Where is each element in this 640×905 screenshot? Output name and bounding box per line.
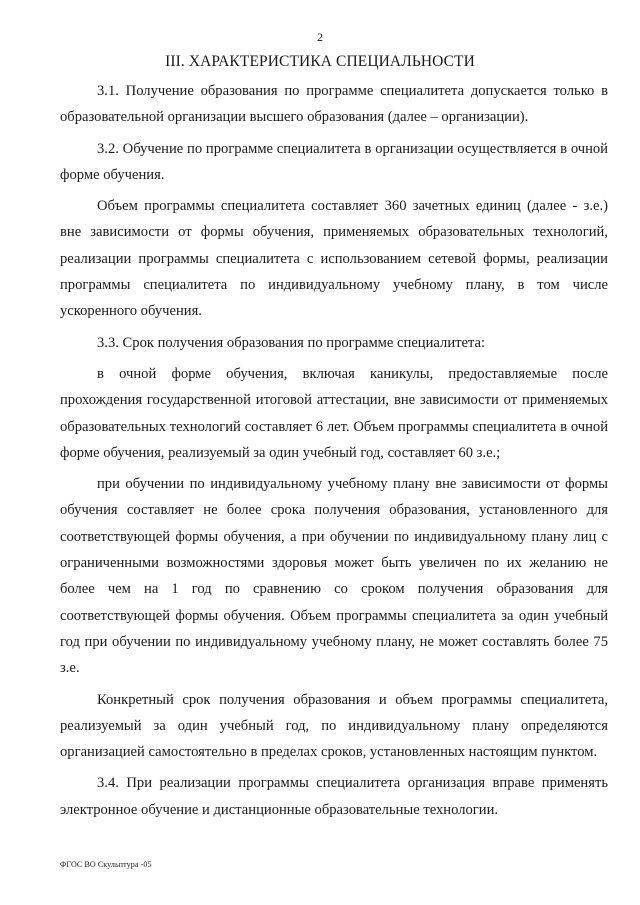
footer-code: ФГОС ВО Скульптура -05 <box>60 860 152 869</box>
paragraph-3-2: 3.2. Обучение по программе специалитета в организации осуществляется в очной форме обучения. <box>60 140 608 183</box>
section-heading: III. ХАРАКТЕРИСТИКА СПЕЦИАЛЬНОСТИ <box>165 53 475 70</box>
paragraph-3-3: 3.3. Срок получения образования по программе специалитета: <box>97 334 486 351</box>
paragraph-full-time: в очной форме обучения, включая каникулы, предоставляемые после прохождения государственной итоговой аттестации, вне зависимости от применяемых образовательных технологий составляет 6 лет. Объем программы специалитета в очной форме обучения, реализуемый за один учебный год, составляет 60 з.е.; <box>60 365 608 461</box>
paragraph-specific-term: Конкретный срок получения образования и объем программы специалитета, реализуемый за один учебный год, по индивидуальному плану определяются организацией самостоятельно в пределах сроков, установленных настоящим пунктом. <box>60 691 608 761</box>
paragraph-volume: Объем программы специалитета составляет 360 зачетных единиц (далее - з.е.) вне зависимости от формы обучения, применяемых образовательных технологий, реализации программы специалитета с использованием сетевой формы, реализации программы специалитета по индивидуальному учебному плану, в том числе ускоренного обучения. <box>60 198 608 320</box>
paragraph-3-1: 3.1. Получение образования по программе специалитета допускается только в образовательной организации высшего образования (далее – организации). <box>60 83 608 126</box>
paragraph-individual-plan: при обучении по индивидуальному учебному плану вне зависимости от формы обучения составляет не более срока получения образования, установленного для соответствующей формы обучения, а при обучении по индивидуальному плану лиц с ограниченными возможностями здоровья может быть увеличен по их желанию не более чем на 1 год по сравнению со сроком получения образования для соответствующей формы обучения. Объем программы специалитета за один учебный год при обучении по индивидуальному учебному плану, не может составлять более 75 з.е. <box>60 476 608 677</box>
document-body <box>60 78 608 823</box>
paragraph-3-4: 3.4. При реализации программы специалитета организация вправе применять электронное обучение и дистанционные образовательные технологии. <box>60 775 608 818</box>
page-number: 2 <box>317 30 323 44</box>
